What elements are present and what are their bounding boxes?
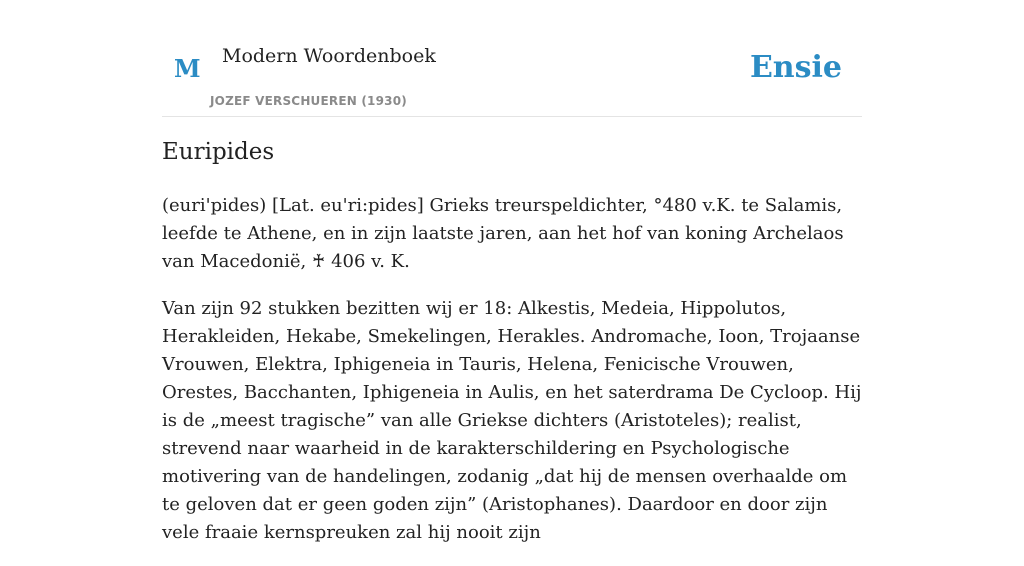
entry-title: Euripides xyxy=(162,139,275,165)
entry-paragraph: Van zijn 92 stukken bezitten wij er 18: Alkestis, Medeia, Hippolutos, Herakleiden, Hekabe, Smekelingen, Herakles. Andromache, Ioon, Trojaanse Vrouwen, Elektra, Iphigeneia in Tauris, Helena, Fenicische Vrouwen, Orestes, Bacchanten, Iphigeneia in Aulis, en het saterdrama De Cycloop. Hij is de „meest tragische” van alle Griekse dichters (Aristoteles); realist, strevend naar waarheid in de karakterschildering en Psychologische motivering van de handelingen, zodanig „dat hij de mensen overhaalde om te geloven dat er geen goden zijn” (Aristophanes). Daardoor en door zijn vele fraaie kernspreuken zal hij nooit zijn xyxy=(162,298,862,543)
header xyxy=(162,0,862,117)
book-author: JOZEF VERSCHUEREN (1930) xyxy=(210,94,407,108)
page xyxy=(162,0,862,543)
ensie-logo[interactable]: Ensie xyxy=(749,50,842,85)
book-title-link[interactable]: Modern Woordenboek xyxy=(222,45,436,67)
book-logo[interactable]: M xyxy=(174,54,201,83)
entry-body xyxy=(162,192,862,566)
entry-paragraph: (euri'pides) [Lat. eu'ri:pides] Grieks treurspeldichter, °480 v.K. te Salamis, leefde te Athene, en in zijn laatste jaren, aan het hof van koning Archelaos van Macedonië, ♰ 406 v. K. xyxy=(162,195,844,272)
